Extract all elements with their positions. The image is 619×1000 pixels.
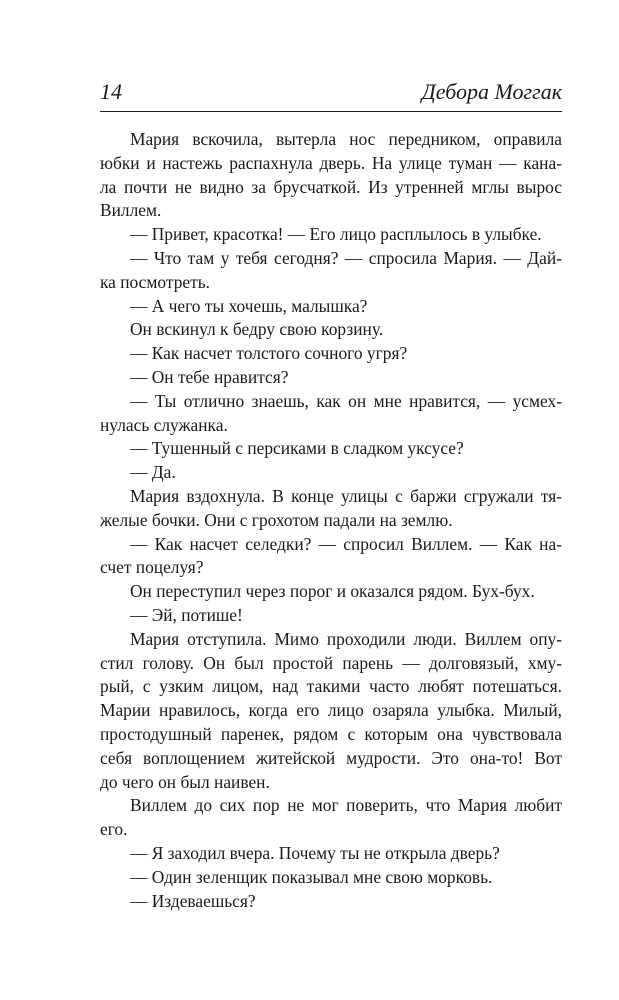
text-line: Он переступил через порог и оказался рядом. Бух-бух.: [130, 581, 535, 602]
text-line: — Как насчет селедки? — спросил Виллем. — Как на-: [130, 533, 562, 554]
text-line: — Издеваешься?: [130, 890, 256, 911]
text-line: ла почти не видно за брусчаткой. Из утренней мглы вырос: [100, 176, 562, 197]
text-line: желые бочки. Они с грохотом падали на землю.: [100, 509, 453, 530]
text-line: счет поцелуя?: [100, 557, 204, 578]
text-line: — А чего ты хочешь, малышка?: [130, 295, 368, 316]
text-line: Он вскинул к бедру свою корзину.: [130, 319, 384, 340]
header-rule: [100, 111, 562, 112]
page-number: 14: [100, 79, 122, 104]
text-line: — Тушенный с персиками в сладком уксусе?: [130, 438, 464, 459]
text-line: Мария вздохнула. В конце улицы с баржи сгружали тя-: [130, 485, 562, 506]
text-line: — Один зеленщик показывал мне свою морковь.: [130, 866, 493, 887]
running-head-author: Дебора Моггак: [421, 79, 562, 104]
text-line: его.: [100, 819, 128, 840]
text-line: нулась служанка.: [100, 414, 228, 435]
text-line: Мария вскочила, вытерла нос передником, оправила: [130, 129, 562, 149]
text-line: простодушный паренек, рядом с которым она чувствовала: [100, 723, 562, 744]
text-line: рый, с узким лицом, над такими часто любят потешаться.: [100, 676, 562, 697]
text-line: Марии нравилось, когда его лицо озаряла улыбка. Милый,: [100, 700, 562, 721]
text-line: — Привет, красотка! — Его лицо расплылось в улыбке.: [130, 224, 542, 245]
text-line: — Как насчет толстого сочного угря?: [130, 343, 408, 364]
text-line: — Да.: [130, 462, 176, 483]
text-line: — Ты отлично знаешь, как он мне нравится, — усмех-: [130, 390, 562, 411]
text-line: юбки и настежь распахнула дверь. На улице туман — кана-: [100, 152, 562, 173]
running-header: [100, 78, 562, 108]
text-line: Мария отступила. Мимо проходили люди. Виллем опу-: [130, 628, 562, 649]
text-line: себя воплощением житейской мудрости. Это она-то! Вот: [100, 747, 562, 768]
text-line: — Эй, потише!: [130, 604, 243, 625]
body-text: [100, 128, 562, 913]
text-line: — Он тебе нравится?: [130, 366, 289, 387]
text-line: Виллем до сих пор не мог поверить, что Мария любит: [130, 795, 562, 816]
text-line: — Что там у тебя сегодня? — спросила Мария. — Дай-: [130, 247, 562, 268]
text-line: стил голову. Он был простой парень — долговязый, хму-: [100, 652, 562, 673]
text-line: — Я заходил вчера. Почему ты не открыла дверь?: [130, 842, 500, 863]
text-line: до чего он был наивен.: [100, 771, 270, 792]
text-line: ка посмотреть.: [100, 271, 210, 292]
text-line: Виллем.: [100, 200, 162, 221]
